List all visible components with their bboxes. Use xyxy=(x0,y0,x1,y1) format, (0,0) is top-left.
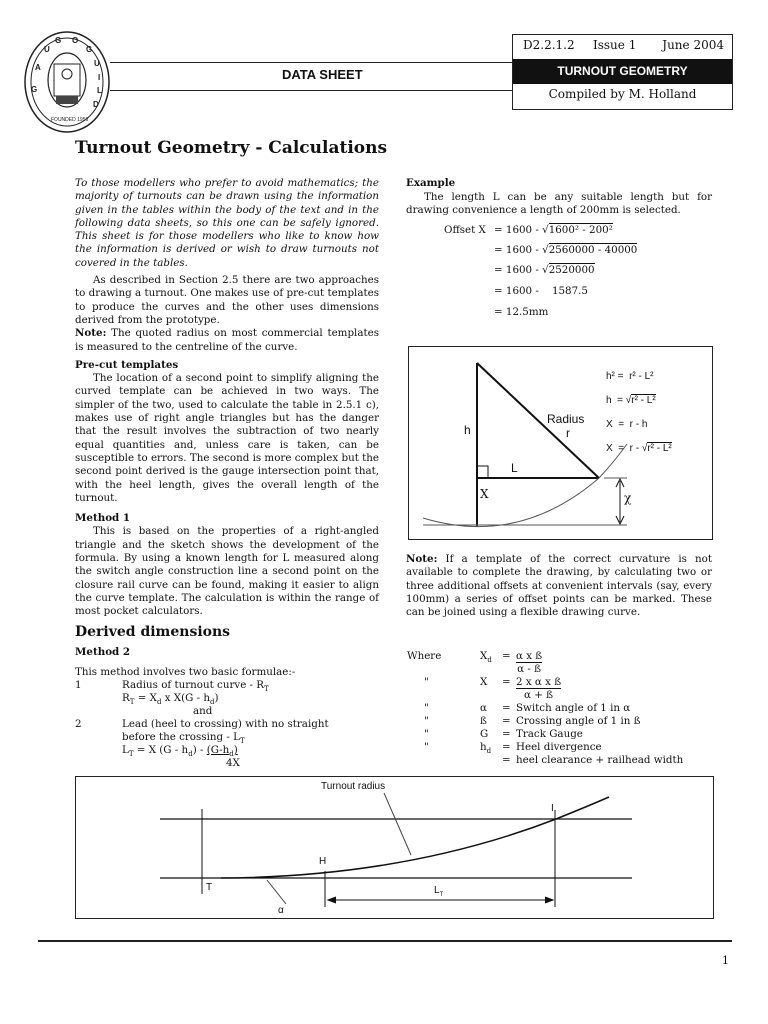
issue-date: June 2004 xyxy=(662,38,724,52)
svg-text:FOUNDED 1956: FOUNDED 1956 xyxy=(51,117,89,123)
issue: Issue 1 xyxy=(593,38,637,52)
data-sheet-page: G A U G O G U I L D FOUNDED 1956 DATA SHEET D2.2.1.2 Issue 1 June 2004 TURNOUT GEOMETRY Compiled by M. Holland Turnout Geometry - Calculations To those modellers who prefer to avoid mathematics; the majority of turnouts can be drawn using the information given in the tables within the body of the text and in the following data sheets, so this one can be safely ignored. This sheet is for those modellers who like to know how the information is derived or wish to draw turnouts not covered in the tables. As described in Section 2.5 there are two approaches to drawing a turnout. One makes use of pre-cut templates to produce the curves and the other uses dimensions derived from the prototype. Note: The quoted radius on most commercial templates is measured to the centreline of the curve. Pre-cut templates The location of a second point to simplify aligning the curved template can be achieved in two ways. The simpler of the two, used to calculate the table in 2.5.1 c), makes use of right angle triangles but has the danger that the result involves the subtraction of two nearly equal quantities and, unless care is taken, can be susceptible to errors. The second is more complex but the second point derived is the gauge intersection point that, with the heel length, gives the overall length of the turnout. Method 1 This is based on the properties of a right-angled triangle and the sketch shows the development of the formula. By using a known length for L measured along the switch angle construction line a second point on the closure rail curve can be found, making it easier to align the curve template. The calculation is within the range of most pocket calculators. Derived dimensions Method 2 This method involves two basic formulae:- 1 Radius of turnout curve - $R_T$ $R_T = X_d$ x $X(G - h_d)$ and 2 Lead (heel to crossing) with no straight before the crossing - $L_T$ $L_T = X$ $(G - h_d) - (G-h_d)$ 4X Example The length L can be any suitable length but for drawing convenience a length of 200mm is selected. Offset X = 1600 - √1600² - 200² = 1600 - √2560000 - 40000 = 1600 - √2520000 = 1600 - 1587.5 = 12.5mm h Radius r L X χ h² = r² - L² h = √r² - L² X = r - h X = r - √r² - L² Note: If a template of the correct curvature is not available to complete the drawing, by calculating two or three additional offsets at convenient intervals (say, every 100mm) a series of offset points can be marked. These can be joined using a flexible drawing curve. Where " " " " " $X_d$ = α x ß α - ß X = 2 x α x ß α + ß α = Switch angle of 1 in α ß = Crossing angle of 1 in ß G = Track Gauge $h_d$ = Heel divergence = heel clearance + railhead width Turnout radius T H I α $L_T$ 1 xyxy=(0,0,768,1024)
ditto-mark: " xyxy=(424,728,429,740)
example-heading: Example xyxy=(406,177,456,189)
turnout-radius-label: Turnout radius xyxy=(321,781,386,792)
svg-text:A: A xyxy=(35,63,41,72)
topic-banner: TURNOUT GEOMETRY xyxy=(513,59,732,84)
precut-heading: Pre-cut templates xyxy=(75,358,179,371)
svg-text:O: O xyxy=(72,36,79,45)
method2-heading: Method 2 xyxy=(75,646,131,658)
offset-x-label: Offset X xyxy=(444,224,486,236)
formula2-equation: $L_T = X$ $(G - h_d) - (G-h_d)$ xyxy=(122,744,238,759)
ditto-mark: " xyxy=(424,741,429,753)
header-rule-bottom xyxy=(110,90,512,91)
svg-text:G: G xyxy=(86,45,93,54)
label-L: L xyxy=(511,461,518,475)
svg-text:L: L xyxy=(97,86,102,95)
def-gauge: Track Gauge xyxy=(516,728,583,740)
doc-info-box xyxy=(512,34,733,110)
calc-line-3: = 1600 - √2520000 xyxy=(494,264,595,276)
curve-arc xyxy=(423,444,627,527)
method1-paragraph: This is based on the properties of a right-angled triangle and the sketch shows the development of the formula. By using a known length for L measured along the switch angle construction line a second point on the closure rail curve can be found, making it easier to align the curve template. The calculation is within the range of most pocket calculators. xyxy=(75,525,379,618)
note-radius: Note: The quoted radius on most commercial templates is measured to the centreline of the curve. xyxy=(75,327,379,353)
triangle-equations: h² = r² - L² h = √r² - L² X = r - h X = r - √r² - L² xyxy=(606,371,672,454)
label-I: I xyxy=(551,803,554,814)
turnout-diagram xyxy=(75,776,714,919)
calc-line-4: = 1600 - 1587.5 xyxy=(494,285,588,297)
label-X: X xyxy=(480,487,489,501)
label-chi: χ xyxy=(624,491,632,505)
formula-number-2: 2 xyxy=(75,718,82,730)
label-h: h xyxy=(464,423,471,437)
data-sheet-label: DATA SHEET xyxy=(282,67,363,82)
note-offsets: Note: If a template of the correct curvature is not available to complete the drawing, by calculating two or three additional offsets at convenient intervals (say, every 100mm) a series of offset points can be marked. These can be joined using a flexible drawing curve. xyxy=(406,553,712,619)
svg-text:I: I xyxy=(98,73,101,82)
svg-text:U: U xyxy=(94,59,100,68)
derived-dimensions-heading: Derived dimensions xyxy=(75,624,231,640)
formula1-label: Radius of turnout curve - $R_T$ xyxy=(122,679,269,694)
def-heel-2: heel clearance + railhead width xyxy=(516,754,684,766)
def-alpha: Switch angle of 1 in α xyxy=(516,702,631,714)
label-T: T xyxy=(206,882,213,893)
label-r: r xyxy=(566,426,570,440)
where-X-fraction: 2 x α x ß α + ß xyxy=(516,676,562,701)
calc-line-5: = 12.5mm xyxy=(494,306,549,318)
header-rule-top xyxy=(110,62,512,63)
intro-paragraph: To those modellers who prefer to avoid mathematics; the majority of turnouts can be drawn using the information given in the tables within the body of the text and in the following data sheets, so this one can be safely ignored. This sheet is for those modellers who like to know how the information is derived or wish to draw turnouts not covered in the tables. xyxy=(75,177,379,269)
gauge-o-guild-logo xyxy=(22,30,112,134)
svg-text:G: G xyxy=(31,85,38,94)
compiled-by: Compiled by M. Holland xyxy=(548,87,697,101)
svg-text:G: G xyxy=(55,36,62,45)
where-label: Where xyxy=(407,650,442,662)
page-title: Turnout Geometry - Calculations xyxy=(75,138,388,158)
formula1-equation: $R_T = X_d$ x $X(G - h_d)$ xyxy=(122,692,219,707)
where-Xd: $X_d$ xyxy=(480,650,492,665)
footer-rule xyxy=(38,940,732,942)
label-LT: $L_T$ xyxy=(434,885,444,898)
approaches-paragraph: As described in Section 2.5 there are two approaches to drawing a turnout. One makes use of pre-cut templates to produce the curves and the other uses dimensions derived from the prototype. xyxy=(75,274,379,326)
svg-text:U: U xyxy=(44,45,50,54)
example-paragraph: The length L can be any suitable length but for drawing convenience a length of 200mm is selected. xyxy=(406,191,712,217)
and-label: and xyxy=(193,705,213,717)
formula2-label-a: Lead (heel to crossing) with no straight xyxy=(122,718,329,730)
ditto-mark: " xyxy=(424,715,429,727)
formula2-label-b: before the crossing - $L_T$ xyxy=(122,731,245,746)
label-radius: Radius xyxy=(547,412,585,426)
method1-heading: Method 1 xyxy=(75,512,131,525)
method2-intro: This method involves two basic formulae:- xyxy=(75,666,296,678)
triangle-diagram xyxy=(408,346,713,540)
precut-paragraph: The location of a second point to simplify aligning the curved template can be achieved in two ways. The simpler of the two, used to calculate the table in 2.5.1 c), makes use of right angle triangles but has the danger that the result involves the subtraction of two nearly equal quantities and, unless care is taken, can be susceptible to errors. The second is more complex but the second point derived is the gauge intersection point that, with the heel length, gives the overall length of the turnout. xyxy=(75,372,379,504)
svg-text:D: D xyxy=(93,100,99,109)
calc-line-2: = 1600 - √2560000 - 40000 xyxy=(494,244,638,256)
label-alpha: α xyxy=(278,905,284,916)
calc-line-1: = 1600 - √1600² - 200² xyxy=(494,224,613,236)
ditto-mark: " xyxy=(424,702,429,714)
doc-id: D2.2.1.2 xyxy=(523,38,575,52)
where-Xd-fraction: α x ß α - ß xyxy=(516,650,543,675)
label-H: H xyxy=(319,856,327,867)
ditto-mark: " xyxy=(424,676,429,688)
page-number: 1 xyxy=(722,954,729,967)
formula-number-1: 1 xyxy=(75,679,82,691)
def-beta: Crossing angle of 1 in ß xyxy=(516,715,641,727)
def-heel: Heel divergence xyxy=(516,741,602,753)
where-X: X xyxy=(480,676,488,688)
formula2-denominator: 4X xyxy=(226,757,240,769)
